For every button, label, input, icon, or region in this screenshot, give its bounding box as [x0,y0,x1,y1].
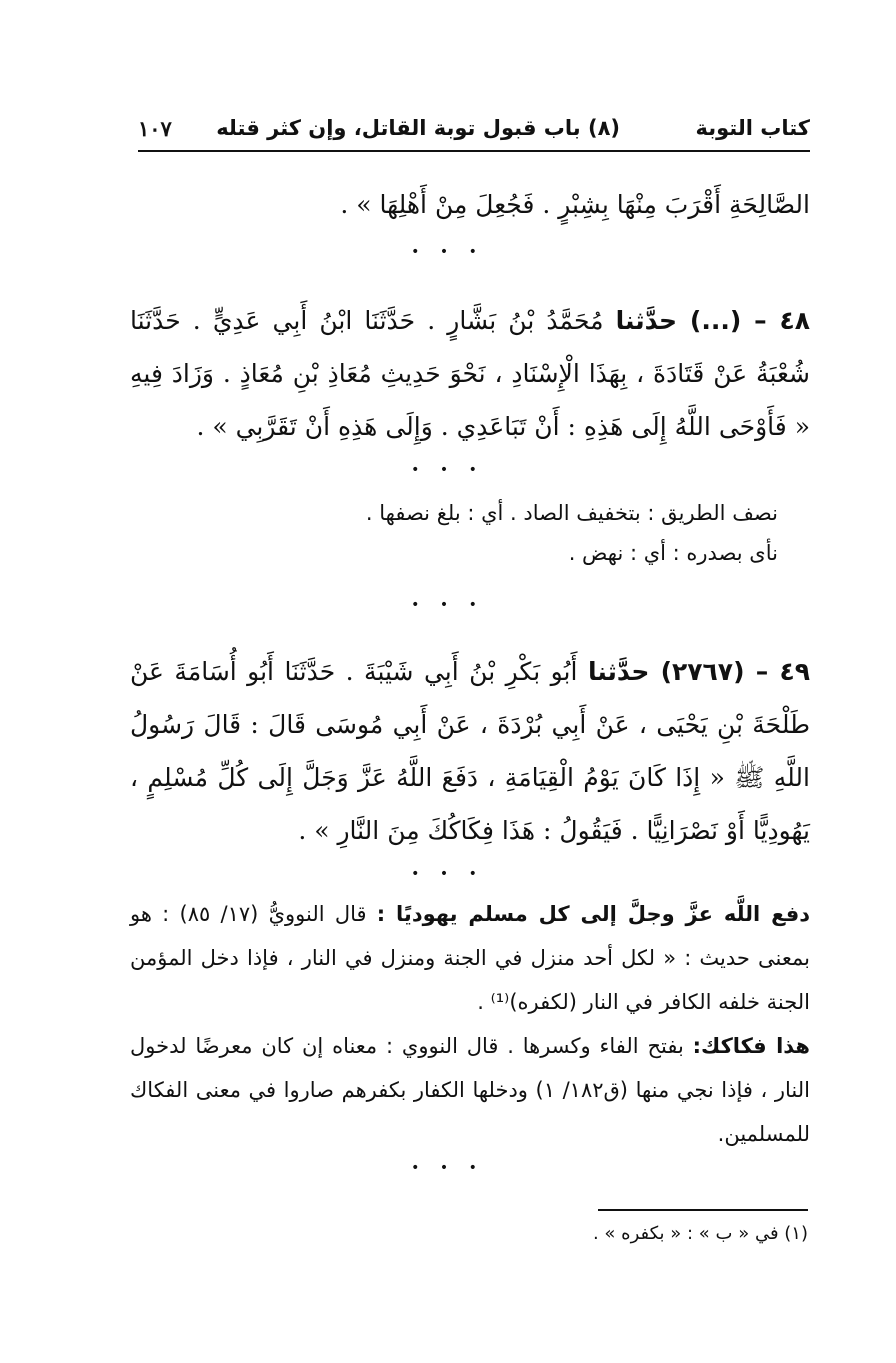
running-header [138,116,810,148]
hadith-49-number: ٤٩ – (٢٧٦٧) حدَّثنا [587,657,810,686]
page-number: ١٠٧ [138,116,172,141]
section-separator: • • • [411,866,485,882]
header-rule [138,150,810,152]
note-paragraph [130,892,810,1024]
chapter-title: (٨) باب قبول توبة القاتل، وإن كثر قتله [216,116,620,140]
note-text: قال النوويُّ (١٧/ ٨٥) : هو بمعنى حديث : « لكل أحد منزل في الجنة ومنزل في النار ، فإذا دخل المؤمن الجنة خلفه الكافر في النار (لكفره)⁽¹⁾ . [130,902,810,1014]
note-text: بفتح الفاء وكسرها . قال النووي : معناه إن كان معرضًا لدخول النار ، فإذا نجي منها (ق١٨٢/ ١) ودخلها الكفار بكفرهم صاروا في معنى الفكاك للمسلمين. [130,1034,810,1146]
notes-49 [130,892,810,1156]
hadith-49 [130,645,810,857]
note-paragraph [130,1024,810,1156]
notes-48 [366,493,778,573]
section-separator: • • • [411,462,485,478]
section-separator: • • • [411,597,485,613]
hadith-48-number: ٤٨ – (...) حدَّثنا [615,306,810,335]
section-separator: • • • [411,1160,485,1176]
section-separator: • • • [411,244,485,260]
hadith-48 [130,294,810,453]
footnote-rule [598,1209,808,1211]
book-title: كتاب التوبة [695,116,810,140]
hadith-49-text: أَبُو بَكْرِ بْنُ أَبِي شَيْبَةَ . حَدَّثَنَا أَبُو أُسَامَةَ عَنْ طَلْحَةَ بْنِ يَحْيَى ، عَنْ أَبِي بُرْدَةَ ، عَنْ أَبِي مُوسَى قَالَ : قَالَ رَسُولُ اللَّهِ ﷺ « إِذَا كَانَ يَوْمُ الْقِيَامَةِ ، دَفَعَ اللَّهُ عَزَّ وَجَلَّ إِلَى كُلِّ مُسْلِمٍ ، يَهُودِيًّا أَوْ نَصْرَانِيًّا . فَيَقُولُ : هَذَا فِكَاكُكَ مِنَ النَّارِ » . [130,657,810,845]
hadith-continuation-text: الصَّالِحَةِ أَقْرَبَ مِنْهَا بِشِبْرٍ . فَجُعِلَ مِنْ أَهْلِهَا » . [340,190,810,219]
note-line: نصف الطريق : بتخفيف الصاد . أي : بلغ نصفها . [365,501,778,525]
hadith-continuation [130,178,810,231]
note-headword: دفع اللَّه عزَّ وجلَّ إلى كل مسلم يهوديًا : [376,902,810,926]
hadith-48-text: مُحَمَّدُ بْنُ بَشَّارٍ . حَدَّثَنَا ابْنُ أَبِي عَدِيٍّ . حَدَّثَنَا شُعْبَةُ عَنْ قَتَادَةَ ، بِهَذَا الْإِسْنَادِ ، نَحْوَ حَدِيثِ مُعَاذِ بْنِ مُعَاذٍ . وَزَادَ فِيهِ « فَأَوْحَى اللَّهُ إِلَى هَذِهِ : أَنْ تَبَاعَدِي . وَإِلَى هَذِهِ أَنْ تَقَرَّبِي » . [130,306,810,441]
footnote: (١) في « ب » : « بكفره » . [592,1223,808,1244]
note-line: نأى بصدره : أي : نهض . [568,541,778,565]
note-headword: هذا فكاكك: [692,1034,810,1058]
